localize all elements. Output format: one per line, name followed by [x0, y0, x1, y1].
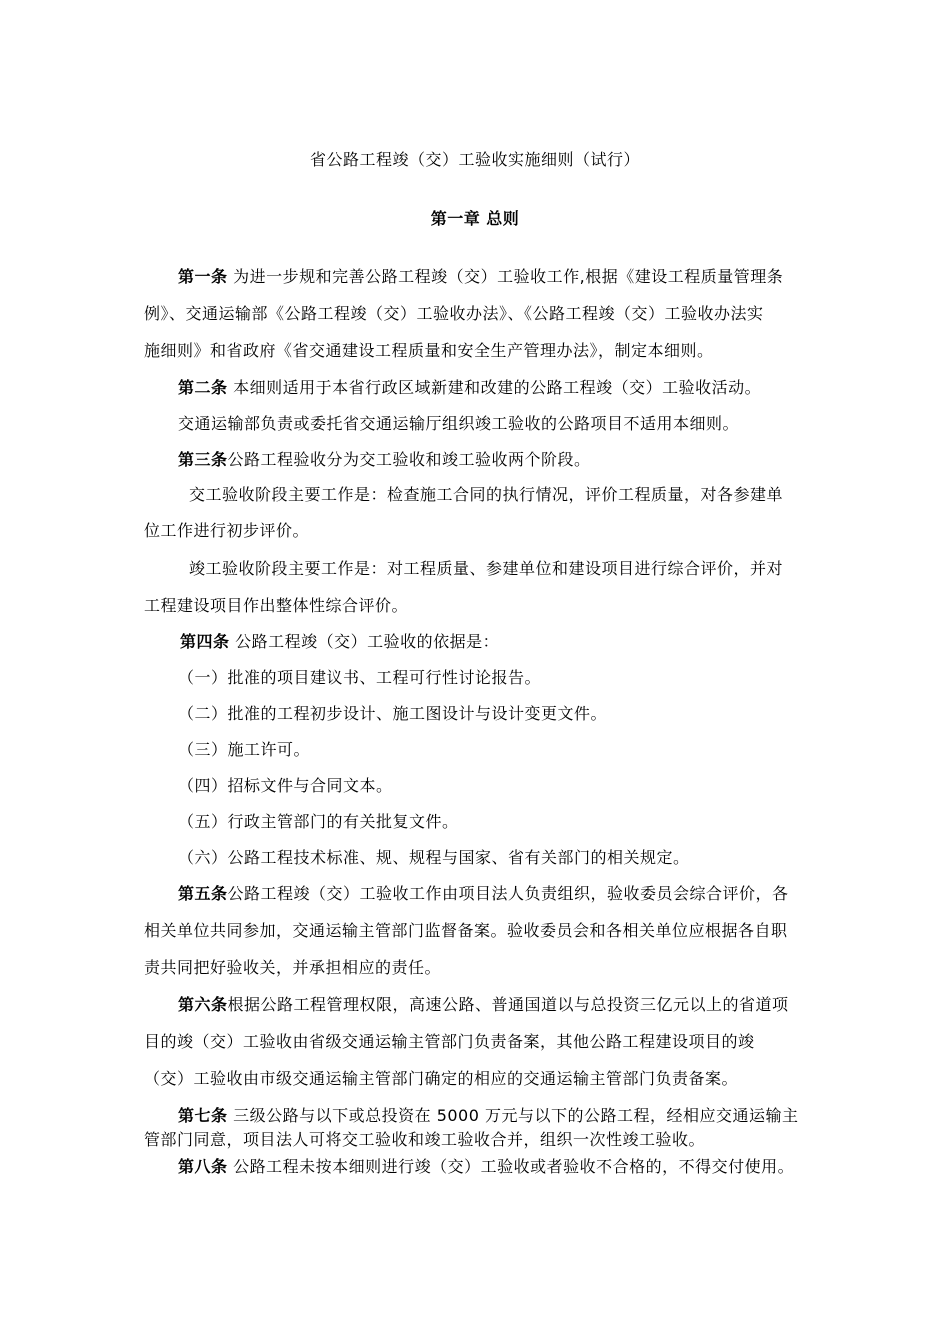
article-5-line-3: 责共同把好验收关，并承担相应的责任。 [144, 958, 442, 977]
article-1-line-3: 施细则》和省政府《省交通建设工程质量和安全生产管理办法》，制定本细则。 [144, 341, 714, 360]
article-4-item-4: （四）招标文件与合同文本。 [178, 776, 393, 795]
article-3-para-1-line-2: 位工作进行初步评价。 [144, 521, 310, 540]
article-4-line-1 [180, 632, 499, 652]
article-2-line-1 [178, 378, 761, 398]
article-1-text-1: 为进一步规和完善公路工程竣（交）工验收工作,根据《建设工程质量管理条 [233, 267, 784, 286]
article-3-para-2-line-1: 竣工验收阶段主要工作是：对工程质量、参建单位和建设项目进行综合评价，并对 [189, 559, 784, 578]
article-7-line-2: 管部门同意，项目法人可将交工验收和竣工验收合并，组织一次性竣工验收。 [144, 1130, 706, 1149]
article-4-label: 第四条 [180, 632, 230, 651]
article-7-text-1: 三级公路与以下或总投资在 5000 万元与以下的公路工程，经相应交通运输主 [233, 1106, 799, 1125]
article-6-text-1: 根据公路工程管理权限，高速公路、普通国道以与总投资三亿元以上的省道项 [227, 995, 789, 1014]
article-5-line-2: 相关单位共同参加，交通运输主管部门监督备案。验收委员会和各相关单位应根据各自职 [144, 921, 788, 940]
article-8-text-1: 公路工程未按本细则进行竣（交）工验收或者验收不合格的，不得交付使用。 [233, 1157, 795, 1176]
article-1-label: 第一条 [178, 267, 228, 286]
article-7-line-1 [178, 1106, 799, 1126]
article-5-line-1 [178, 884, 789, 904]
article-1-line-1 [178, 267, 783, 287]
article-7-label: 第七条 [178, 1106, 228, 1125]
chapter-heading: 第一章 总则 [430, 209, 520, 228]
article-3-para-2-line-2: 工程建设项目作出整体性综合评价。 [144, 596, 409, 615]
article-2-line-2: 交通运输部负责或委托省交通运输厅组织竣工验收的公路项目不适用本细则。 [178, 414, 740, 433]
article-2-text-1: 本细则适用于本省行政区域新建和改建的公路工程竣（交）工验收活动。 [233, 378, 762, 397]
article-3-line-1 [178, 450, 591, 470]
article-5-text-1: 公路工程竣（交）工验收工作由项目法人负责组织，验收委员会综合评价，各 [227, 884, 789, 903]
article-8-label: 第八条 [178, 1157, 228, 1176]
article-6-line-2: 目的竣（交）工验收由省级交通运输主管部门负责备案，其他公路工程建设项目的竣 [144, 1032, 755, 1051]
document-title: 省公路工程竣（交）工验收实施细则（试行） [309, 150, 640, 169]
article-4-item-6: （六）公路工程技术标准、规、规程与国家、省有关部门的相关规定。 [178, 848, 690, 867]
article-6-line-3: （交）工验收由市级交通运输主管部门确定的相应的交通运输主管部门负责备案。 [144, 1069, 739, 1088]
article-2-label: 第二条 [178, 378, 228, 397]
article-3-label: 第三条 [178, 450, 228, 469]
article-6-line-1 [178, 995, 789, 1015]
article-4-item-3: （三）施工许可。 [178, 740, 311, 759]
article-3-para-1-line-1: 交工验收阶段主要工作是：检查施工合同的执行情况，评价工程质量，对各参建单 [189, 485, 784, 504]
article-8-line-1 [178, 1157, 794, 1177]
article-4-item-1: （一）批准的项目建议书、工程可行性讨论报告。 [178, 668, 542, 687]
article-4-item-5: （五）行政主管部门的有关批复文件。 [178, 812, 459, 831]
article-5-label: 第五条 [178, 884, 228, 903]
article-1-line-2: 例》、交通运输部《公路工程竣（交）工验收办法》、《公路工程竣（交）工验收办法实 [144, 304, 764, 323]
article-4-text-1: 公路工程竣（交）工验收的依据是： [235, 632, 500, 651]
article-4-item-2: （二）批准的工程初步设计、施工图设计与设计变更文件。 [178, 704, 608, 723]
article-6-label: 第六条 [178, 995, 228, 1014]
article-3-text-1: 公路工程验收分为交工验收和竣工验收两个阶段。 [227, 450, 591, 469]
